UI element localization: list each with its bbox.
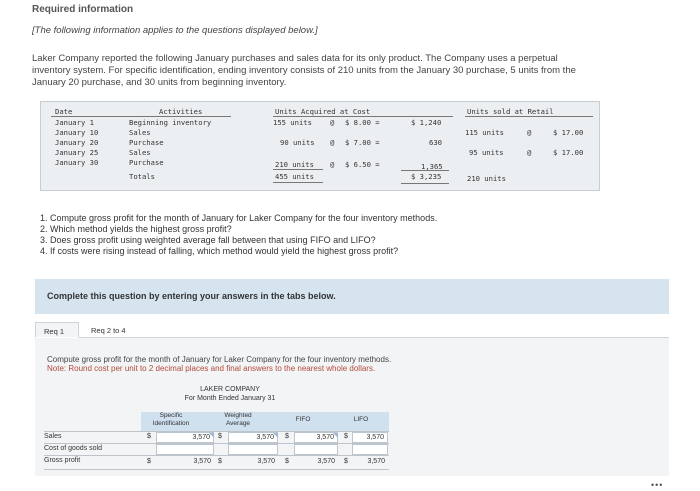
col-specific-identification — [141, 412, 201, 428]
gross-profit-fifo: 3,570 — [317, 458, 335, 465]
row-acq-units: 155 units — [273, 118, 312, 127]
question-2: 2. Which method yields the highest gross profit? — [40, 224, 232, 234]
dollar-sign: $ — [218, 458, 222, 465]
sales-specific-input[interactable]: 3,570 — [156, 432, 214, 443]
more-options-icon[interactable]: ••• — [651, 480, 664, 490]
row-acq-total: $ 3,235 — [411, 172, 442, 181]
question-4: 4. If costs were rising instead of falling, which method would yield the highest gross profit? — [40, 246, 399, 256]
dollar-sign: $ — [147, 433, 151, 440]
dollar-sign: $ — [285, 458, 289, 465]
sales-weighted-input[interactable]: 3,570 — [228, 432, 278, 443]
row-acq-at: @ — [330, 118, 335, 127]
col-header-acquired: Units Acquired at Cost — [275, 107, 371, 116]
row-activity: Sales — [129, 128, 151, 137]
col-weighted-average — [205, 412, 271, 428]
cogs-lifo-input[interactable] — [352, 444, 388, 455]
dollar-sign: $ — [218, 433, 222, 440]
instruction-line-1: Compute gross profit for the month of January for Laker Company for the four inventory methods. — [47, 355, 392, 364]
instruction-banner — [35, 279, 669, 314]
tab-bar — [35, 322, 669, 338]
row-acq-at: @ — [330, 138, 335, 147]
row-acq-units: 455 units — [275, 172, 314, 181]
dollar-sign: $ — [147, 458, 151, 465]
col-line2: Identification — [152, 420, 190, 427]
gross-profit-specific: 3,570 — [193, 458, 211, 465]
intro-text: Laker Company reported the following January purchases and sales data for its only product. The Company uses a perpetual inventory system. For specific identification, ending inventory consists of 210 units from the January 30 purchase, 5 units from the January 20 purchase, and 30 units from beginning inventory. — [32, 53, 576, 88]
row-acq-at: @ — [330, 160, 335, 169]
tab-req-2-to-4[interactable]: Req 2 to 4 — [91, 326, 126, 335]
row-date: January 25 — [55, 148, 99, 157]
col-lifo — [333, 416, 389, 424]
row-date: January 30 — [55, 158, 99, 167]
question-3: 3. Does gross profit using weighted average fall between that using FIFO and LIFO? — [40, 235, 376, 245]
cogs-fifo-input[interactable] — [294, 444, 338, 455]
row-acq-cost: $ 7.00 = — [345, 138, 380, 147]
row-label-gross-profit: Gross profit — [44, 457, 81, 464]
row-activity: Purchase — [129, 138, 164, 147]
row-acq-total: 630 — [429, 138, 442, 147]
tab-req-1[interactable]: Req 1 — [35, 322, 79, 338]
col-line2: Average — [225, 420, 251, 427]
gross-profit-weighted: 3,570 — [257, 458, 275, 465]
row-sold-at: @ — [527, 128, 532, 137]
intro-note: [The following information applies to the questions displayed below.] — [32, 25, 318, 36]
row-activity: Purchase — [129, 158, 164, 167]
row-date: January 1 — [55, 118, 94, 127]
instruction-line-2: Note: Round cost per unit to 2 decimal places and final answers to the nearest whole dollars. — [47, 364, 376, 373]
dollar-sign: $ — [344, 433, 348, 440]
dollar-sign: $ — [344, 458, 348, 465]
sales-fifo-input[interactable]: 3,570 — [294, 432, 338, 443]
period-label: For Month Ended January 31 — [184, 395, 276, 402]
col-line1: LIFO — [353, 416, 369, 423]
question-1: 1. Compute gross profit for the month of January for Laker Company for the four inventory methods. — [40, 213, 438, 223]
row-label-sales: Sales — [44, 433, 62, 440]
col-fifo — [275, 416, 331, 424]
row-sold-units: 95 units — [469, 148, 504, 157]
dollar-sign: $ — [285, 433, 289, 440]
answer-table-title — [175, 385, 285, 403]
cogs-specific-input[interactable] — [156, 444, 214, 455]
row-acq-units: 210 units — [275, 160, 314, 169]
col-header-activities: Activities — [159, 107, 203, 116]
col-header-sold: Units sold at Retail — [467, 107, 554, 116]
row-label-cogs: Cost of goods sold — [44, 445, 102, 452]
row-date: January 20 — [55, 138, 99, 147]
row-acq-total: 1,365 — [421, 162, 443, 171]
row-activity: Sales — [129, 148, 151, 157]
company-name: LAKER COMPANY — [200, 386, 260, 393]
row-acq-units: 90 units — [280, 138, 315, 147]
col-line1: Weighted — [224, 412, 252, 419]
row-activity: Totals — [129, 172, 155, 181]
col-line1: Specific — [159, 412, 183, 419]
row-activity: Beginning inventory — [129, 118, 212, 127]
section-title: Required information — [32, 4, 134, 15]
row-acq-total: $ 1,240 — [411, 118, 442, 127]
row-sold-at: @ — [527, 148, 532, 157]
sales-lifo-input[interactable]: 3,570 — [352, 432, 388, 443]
panel-instructions — [47, 355, 391, 373]
row-sold-price: $ 17.00 — [553, 128, 584, 137]
row-sold-units: 210 units — [467, 174, 506, 183]
col-line1: FIFO — [295, 416, 311, 423]
row-acq-cost: $ 8.00 = — [345, 118, 380, 127]
row-sold-price: $ 17.00 — [553, 148, 584, 157]
cogs-weighted-input[interactable] — [228, 444, 278, 455]
row-date: January 10 — [55, 128, 99, 137]
banner-text: Complete this question by entering your answers in the tabs below. — [47, 291, 336, 301]
row-acq-cost: $ 6.50 = — [345, 160, 380, 169]
col-header-date: Date — [55, 107, 73, 116]
row-sold-units: 115 units — [465, 128, 504, 137]
questions-list — [40, 213, 437, 257]
purchases-sales-table — [40, 101, 600, 191]
gross-profit-lifo: 3,570 — [367, 458, 385, 465]
